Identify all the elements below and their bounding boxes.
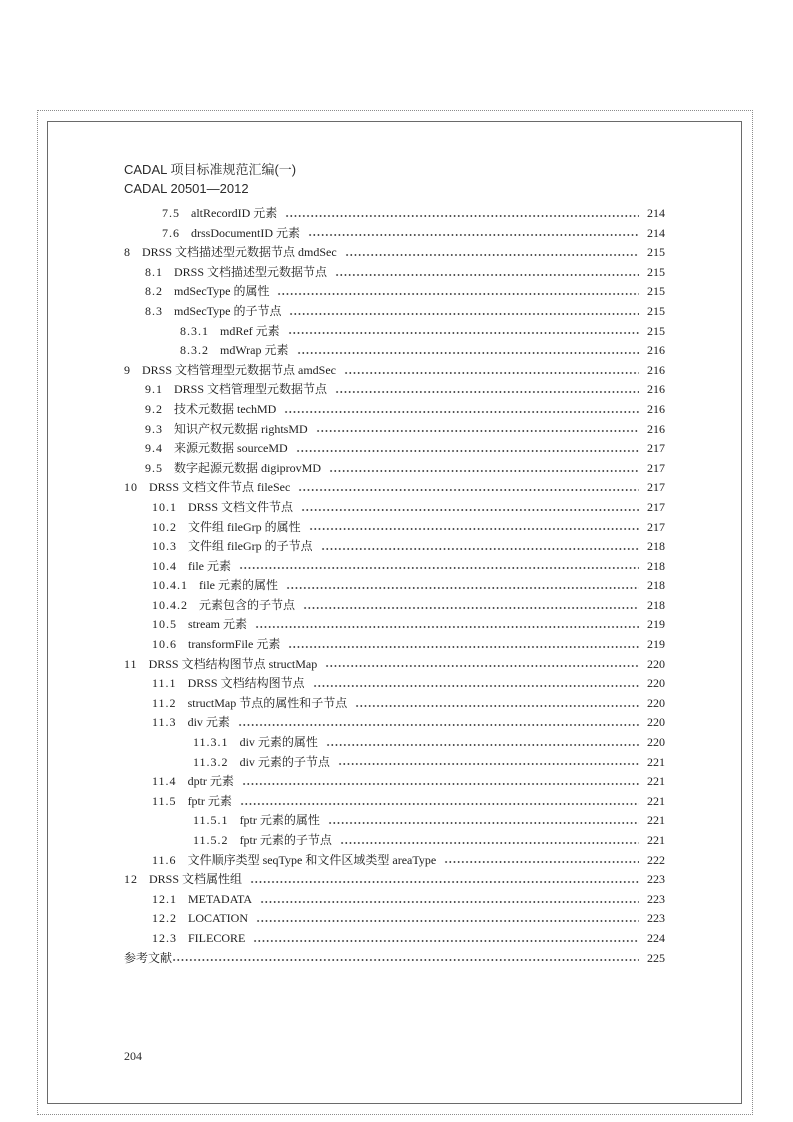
toc-entry-number: 12.2: [152, 911, 177, 926]
toc-entry: [124, 694, 665, 714]
toc-entry-title: 技术元数据 techMD: [174, 401, 277, 416]
toc-entry-page: 217: [647, 460, 665, 475]
dot-leader: [335, 273, 639, 277]
toc-entry-number: 12.1: [152, 891, 177, 906]
toc-entry-title: mdWrap 元素: [220, 343, 289, 358]
toc-entry-title: file 元素的属性: [199, 578, 278, 593]
dot-leader: [298, 488, 639, 492]
toc-chapter-entry: [124, 655, 665, 675]
toc-entry-number: 10.4.2: [152, 597, 188, 612]
dot-leader: [329, 469, 639, 473]
toc-entry-page: 218: [647, 597, 665, 612]
toc-references-entry: [124, 949, 665, 969]
toc-entry-page: 218: [647, 539, 665, 554]
toc-entry: [124, 380, 665, 400]
running-header: [124, 160, 296, 198]
toc-entry-page: 223: [647, 872, 665, 887]
dot-leader: [250, 880, 639, 884]
dot-leader: [338, 762, 639, 766]
toc-entry-page: 220: [647, 676, 665, 691]
toc-entry-page: 220: [647, 695, 665, 710]
toc-entry-title: fptr 元素的属性: [239, 813, 320, 828]
toc-chapter-entry: [124, 870, 665, 890]
toc-entry: [124, 459, 665, 479]
toc-entry-number: 11.3.2: [193, 754, 229, 769]
toc-entry-page: 220: [647, 735, 665, 750]
dot-leader: [344, 371, 639, 375]
toc-entry-page: 216: [647, 343, 665, 358]
toc-entry-number: 10.2: [152, 519, 177, 534]
toc-entry-page: 217: [647, 519, 665, 534]
toc-entry: [124, 753, 665, 773]
toc-entry-number: 9.4: [145, 441, 163, 456]
toc-entry-title: DRSS 文档描述型元数据节点: [174, 264, 328, 279]
toc-entry-title: altRecordID 元素: [191, 206, 278, 220]
toc-entry-page: 215: [647, 284, 665, 299]
toc-entry-page: 221: [647, 774, 665, 789]
series-title: CADAL 项目标准规范汇编(一): [124, 162, 297, 177]
toc-entry-page: 214: [647, 225, 665, 240]
toc-entry-page: 218: [647, 578, 665, 593]
toc-entry-number: 11.3: [152, 715, 177, 730]
toc-entry: [124, 224, 665, 244]
toc-entry-page: 216: [647, 401, 665, 416]
toc-entry-number: 10.1: [152, 499, 177, 514]
toc-entry: [124, 420, 665, 440]
dot-leader: [355, 704, 639, 708]
toc-entry-title: DRSS 文档文件节点: [188, 499, 294, 514]
dot-leader: [308, 233, 639, 237]
toc-entry-number: 12: [124, 872, 138, 887]
toc-entry-page: 221: [647, 793, 665, 808]
dot-leader: [297, 351, 639, 355]
toc-entry-title: 知识产权元数据 rightsMD: [174, 421, 308, 436]
toc-entry-title: file 元素: [188, 558, 231, 573]
dot-leader: [289, 312, 639, 316]
dot-leader: [335, 390, 639, 394]
toc-entry-page: 216: [647, 362, 665, 377]
dot-leader: [309, 527, 639, 531]
toc-entry-page: 214: [647, 206, 665, 220]
toc-entry: [124, 929, 665, 949]
toc-entry-page: 215: [647, 245, 665, 260]
toc-entry-page: 220: [647, 656, 665, 671]
toc-entry-title: LOCATION: [188, 911, 248, 926]
toc-entry-page: 215: [647, 264, 665, 279]
dot-leader: [316, 429, 639, 433]
toc-entry-title: fptr 元素的子节点: [239, 833, 332, 847]
toc-entry-number: 10: [124, 480, 138, 495]
toc-entry-page: 225: [647, 950, 665, 965]
dot-leader: [239, 566, 639, 570]
toc-entry-title: FILECORE: [188, 930, 246, 945]
dot-leader: [313, 684, 639, 688]
toc-entry-title: 文件顺序类型 seqType 和文件区域类型 areaType: [187, 852, 437, 867]
toc-entry: [124, 302, 665, 322]
dot-leader: [277, 292, 639, 296]
toc-entry-number: 10.4: [152, 558, 177, 573]
toc-entry: [124, 792, 665, 812]
table-of-contents: [124, 204, 665, 968]
toc-entry-title: stream 元素: [188, 617, 247, 632]
dot-leader: [325, 664, 639, 668]
toc-chapter-entry: [124, 243, 665, 263]
toc-entry: [124, 851, 665, 871]
toc-entry-title: DRSS 文档描述型元数据节点 dmdSec: [142, 245, 337, 260]
dot-leader: [288, 645, 639, 649]
toc-entry-number: 11: [124, 656, 138, 671]
toc-entry-page: 220: [647, 715, 665, 730]
dot-leader: [253, 939, 639, 943]
toc-entry-page: 217: [647, 499, 665, 514]
dot-leader: [260, 900, 639, 904]
toc-entry-number: 11.4: [152, 774, 177, 789]
toc-entry: [124, 831, 665, 851]
toc-entry-page: 217: [647, 441, 665, 456]
toc-entry-page: 218: [647, 558, 665, 573]
dot-leader: [340, 841, 639, 845]
dot-leader: [256, 919, 639, 923]
toc-entry-number: 9.2: [145, 401, 163, 416]
toc-entry: [124, 204, 665, 224]
toc-entry-page: 222: [647, 852, 665, 867]
toc-entry-title: structMap 节点的属性和子节点: [187, 695, 348, 710]
toc-entry-title: mdSecType 的子节点: [174, 303, 282, 318]
toc-entry-title: drssDocumentID 元素: [191, 225, 300, 240]
toc-entry-title: DRSS 文档属性组: [149, 872, 243, 887]
toc-entry-page: 219: [647, 637, 665, 652]
toc-entry-number: 10.4.1: [152, 578, 188, 593]
toc-entry-number: 9.1: [145, 382, 163, 397]
toc-entry-number: 11.6: [152, 852, 177, 867]
toc-entry-number: 11.5: [152, 793, 177, 808]
toc-entry-page: 215: [647, 323, 665, 338]
toc-entry: [124, 400, 665, 420]
toc-entry-title: 数字起源元数据 digiprovMD: [174, 460, 322, 475]
dot-leader: [240, 802, 639, 806]
toc-entry-title: fptr 元素: [187, 793, 232, 808]
dot-leader: [345, 253, 639, 257]
toc-entry: [124, 615, 665, 635]
toc-entry-title: DRSS 文档文件节点 fileSec: [149, 480, 291, 495]
toc-entry-title: DRSS 文档结构图节点: [187, 676, 305, 691]
toc-entry: [124, 537, 665, 557]
dot-leader: [172, 958, 639, 962]
toc-entry-title: div 元素的属性: [239, 735, 318, 750]
toc-entry-title: 文件组 fileGrp 的属性: [188, 519, 301, 534]
toc-entry-title: 来源元数据 sourceMD: [174, 441, 288, 456]
toc-entry: [124, 282, 665, 302]
page-number: 204: [124, 1049, 142, 1063]
toc-entry-title: METADATA: [188, 891, 253, 906]
toc-entry: [124, 713, 665, 733]
toc-entry-number: 11.1: [152, 676, 177, 691]
dot-leader: [284, 410, 639, 414]
toc-entry: [124, 635, 665, 655]
toc-entry-title: div 元素的子节点: [239, 754, 330, 769]
toc-entry-title: DRSS 文档管理型元数据节点 amdSec: [142, 362, 337, 377]
toc-entry-number: 10.3: [152, 539, 177, 554]
toc-entry-title: 参考文献: [124, 950, 173, 965]
toc-entry-number: 8.3.1: [180, 323, 209, 338]
toc-entry-page: 217: [647, 480, 665, 495]
toc-entry-number: 11.5.1: [193, 813, 229, 828]
toc-entry-title: dptr 元素: [187, 774, 234, 789]
dot-leader: [255, 625, 639, 629]
standard-code: CADAL 20501—2012: [124, 181, 249, 196]
toc-entry-page: 216: [647, 421, 665, 436]
toc-entry-title: mdRef 元素: [220, 323, 280, 338]
toc-entry-number: 8.2: [145, 284, 163, 299]
dot-leader: [301, 508, 639, 512]
toc-entry: [124, 322, 665, 342]
toc-entry: [124, 341, 665, 361]
dot-leader: [288, 331, 639, 335]
toc-entry-title: 元素包含的子节点: [199, 597, 296, 612]
toc-entry-number: 8: [124, 245, 131, 260]
toc-entry-number: 7.6: [162, 225, 180, 240]
toc-entry-number: 10.5: [152, 617, 177, 632]
dot-leader: [296, 449, 639, 453]
toc-entry-page: 215: [647, 303, 665, 318]
toc-entry-number: 8.1: [145, 264, 163, 279]
dot-leader: [303, 606, 639, 610]
toc-entry: [124, 263, 665, 283]
toc-entry-page: 223: [647, 911, 665, 926]
toc-entry-page: 221: [647, 813, 665, 828]
dot-leader: [444, 860, 639, 864]
toc-entry: [124, 576, 665, 596]
toc-entry: [124, 909, 665, 929]
toc-entry: [124, 557, 665, 577]
toc-entry: [124, 772, 665, 792]
toc-entry: [124, 811, 665, 831]
toc-entry: [124, 890, 665, 910]
toc-chapter-entry: [124, 361, 665, 381]
toc-entry-title: transformFile 元素: [188, 637, 281, 652]
toc-entry-number: 9: [124, 362, 131, 377]
toc-entry-number: 8.3: [145, 303, 163, 318]
toc-entry: [124, 733, 665, 753]
toc-entry-page: 216: [647, 382, 665, 397]
toc-entry-title: 文件组 fileGrp 的子节点: [188, 539, 313, 554]
toc-entry-number: 8.3.2: [180, 343, 209, 358]
toc-entry-number: 11.3.1: [193, 735, 229, 750]
toc-entry-number: 10.6: [152, 637, 177, 652]
toc-entry-number: 12.3: [152, 930, 177, 945]
dot-leader: [242, 782, 639, 786]
dot-leader: [326, 743, 639, 747]
toc-entry-title: DRSS 文档管理型元数据节点: [174, 382, 328, 397]
toc-entry-number: 9.5: [145, 460, 163, 475]
toc-entry-page: 223: [647, 891, 665, 906]
dot-leader: [238, 723, 639, 727]
toc-entry-title: mdSecType 的属性: [174, 284, 270, 299]
toc-entry: [124, 518, 665, 538]
toc-entry-title: DRSS 文档结构图节点 structMap: [148, 656, 318, 671]
dot-leader: [286, 586, 639, 590]
toc-chapter-entry: [124, 478, 665, 498]
toc-entry-number: 9.3: [145, 421, 163, 436]
toc-entry-page: 224: [647, 930, 665, 945]
toc-entry-number: 11.2: [152, 695, 177, 710]
toc-entry-page: 221: [647, 754, 665, 769]
toc-entry: [124, 596, 665, 616]
toc-entry: [124, 498, 665, 518]
toc-entry-number: 7.5: [162, 206, 180, 220]
toc-entry-title: div 元素: [187, 715, 230, 730]
toc-entry-number: 11.5.2: [193, 833, 229, 847]
dot-leader: [285, 214, 639, 218]
dot-leader: [321, 547, 639, 551]
toc-entry-page: 221: [647, 833, 665, 847]
toc-entry: [124, 439, 665, 459]
toc-entry: [124, 674, 665, 694]
toc-entry-page: 219: [647, 617, 665, 632]
dot-leader: [328, 821, 639, 825]
